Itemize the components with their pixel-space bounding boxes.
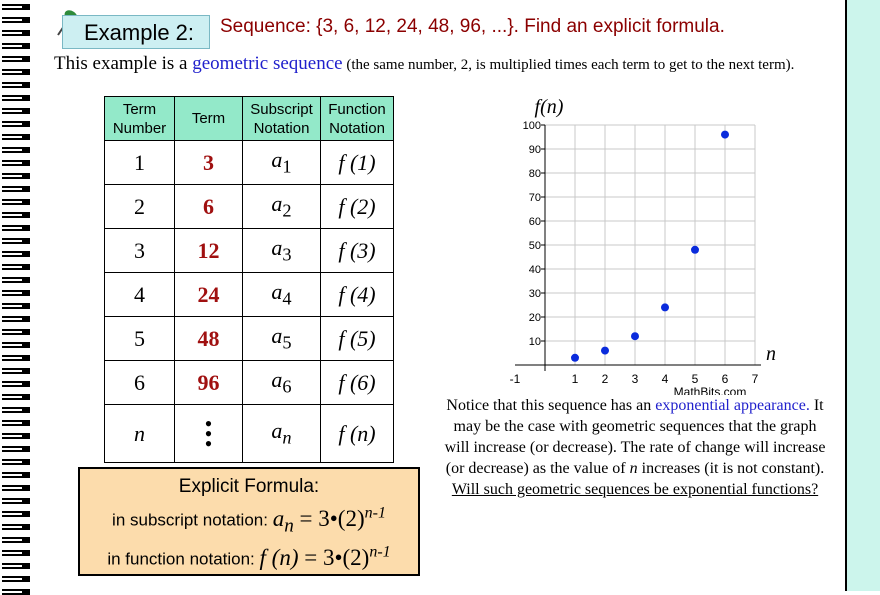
y-tick-label: 40	[528, 264, 541, 276]
cell-function	[321, 361, 394, 405]
binding-ring	[2, 329, 30, 335]
x-axis-label: n	[766, 343, 776, 365]
binding-ring	[2, 225, 30, 231]
intro-suffix: (the same number, 2, is multiplied times each term to get to the next term).	[342, 57, 795, 73]
cell-term-number: 2	[105, 185, 175, 229]
binding-ring	[2, 4, 30, 10]
explanation-caption	[440, 395, 830, 500]
cell-subscript-index: 1	[282, 156, 292, 177]
table-row	[105, 405, 394, 463]
data-point	[631, 332, 639, 340]
caption-part-2: It may be the case with geometric sequences that the graph will increase (or decrease). The rate of change will increase (or decrease) as the value of	[444, 397, 826, 477]
y-tick-label: 70	[528, 192, 541, 204]
example-label: Example 2:	[62, 15, 210, 49]
binding-ring	[2, 147, 30, 153]
binding-ring	[2, 446, 30, 452]
formula-exponent-2: n-1	[369, 543, 391, 561]
caption-part-3: increases (it is not constant).	[637, 460, 825, 477]
table-row	[105, 317, 394, 361]
y-tick-label: 30	[528, 288, 541, 300]
binding-ring	[2, 381, 30, 387]
binding-ring	[2, 472, 30, 478]
header-term-number: Term Number	[105, 97, 175, 141]
formula-function-lhs: f (n)	[259, 544, 299, 570]
cell-subscript	[243, 229, 321, 273]
y-tick-label: 10	[528, 336, 541, 348]
y-tick-label: 20	[528, 312, 541, 324]
cell-subscript	[243, 361, 321, 405]
binding-ring	[2, 589, 30, 595]
cell-term: 96	[175, 361, 243, 405]
cell-term: 12	[175, 229, 243, 273]
cell-term-number: 4	[105, 273, 175, 317]
cell-subscript-base: a	[271, 147, 283, 173]
formula-subscript-line	[80, 504, 418, 537]
cell-term: 48	[175, 317, 243, 361]
binding-ring	[2, 485, 30, 491]
y-axis-label: f(n)	[534, 96, 564, 118]
binding-ring	[2, 251, 30, 257]
table-row	[105, 141, 394, 185]
cell-function-value: f (2)	[338, 193, 376, 219]
data-point	[601, 347, 609, 355]
cell-term-number: n	[105, 405, 175, 463]
x-tick-label: 7	[751, 372, 759, 386]
x-tick-label: 3	[631, 372, 639, 386]
cell-term-number: 1	[105, 141, 175, 185]
cell-subscript-base: a	[271, 279, 283, 305]
page-right-border	[845, 0, 880, 591]
intro-text	[54, 53, 794, 75]
cell-function-value: f (4)	[338, 281, 376, 307]
data-point	[721, 131, 729, 139]
binding-ring	[2, 459, 30, 465]
binding-ring	[2, 563, 30, 569]
sequence-table	[104, 96, 394, 463]
intro-highlight: geometric sequence	[192, 53, 343, 74]
x-tick-label: 1	[571, 372, 579, 386]
binding-ring	[2, 56, 30, 62]
binding-ring	[2, 69, 30, 75]
cell-term: • • •	[175, 405, 243, 463]
formula-title: Explicit Formula:	[178, 476, 320, 497]
data-point	[571, 354, 579, 362]
binding-ring	[2, 186, 30, 192]
x-tick-label: 2	[601, 372, 609, 386]
cell-subscript	[243, 317, 321, 361]
binding-ring	[2, 511, 30, 517]
cell-subscript-index: 2	[282, 200, 292, 221]
cell-subscript	[243, 185, 321, 229]
formula-subscript-expr	[272, 504, 386, 537]
header-term: Term	[175, 97, 243, 141]
formula-function-label: in function notation:	[107, 549, 260, 569]
binding-ring	[2, 173, 30, 179]
cell-subscript	[243, 141, 321, 185]
binding-ring	[2, 121, 30, 127]
formula-subscript-base: a	[272, 505, 285, 531]
cell-function	[321, 229, 394, 273]
table-row	[105, 361, 394, 405]
binding-ring	[2, 433, 30, 439]
cell-term-number: 5	[105, 317, 175, 361]
x-tick-label: -1	[509, 372, 521, 386]
formula-exponent: n-1	[364, 504, 386, 521]
formula-rhs: = 3•(2)	[293, 505, 365, 531]
binding-ring	[2, 537, 30, 543]
formula-rhs-2: = 3•(2)	[298, 544, 370, 570]
binding-ring	[2, 30, 30, 36]
binding-ring	[2, 277, 30, 283]
cell-function	[321, 273, 394, 317]
cell-function-value: f (1)	[338, 149, 376, 175]
binding-ring	[2, 264, 30, 270]
table-row	[105, 273, 394, 317]
binding-ring	[2, 316, 30, 322]
cell-term: 24	[175, 273, 243, 317]
binding-ring	[2, 43, 30, 49]
binding-ring	[2, 95, 30, 101]
table-row	[105, 185, 394, 229]
caption-variable: n	[629, 460, 638, 477]
cell-term-number: 6	[105, 361, 175, 405]
caption-part-1: Notice that this sequence has an	[446, 397, 656, 414]
binding-ring	[2, 134, 30, 140]
cell-term: 3	[175, 141, 243, 185]
y-tick-label: 80	[528, 168, 541, 180]
y-tick-label: 100	[522, 120, 541, 132]
table-row	[105, 229, 394, 273]
data-point	[661, 303, 669, 311]
cell-subscript-base: a	[271, 418, 283, 444]
binding-ring	[2, 303, 30, 309]
y-tick-label: 90	[528, 144, 541, 156]
cell-function	[321, 141, 394, 185]
binding-ring	[2, 82, 30, 88]
binding-ring	[2, 342, 30, 348]
formula-function-expr	[260, 545, 391, 570]
binding-ring	[2, 550, 30, 556]
header-subscript: Subscript Notation	[243, 97, 321, 141]
binding-ring	[2, 498, 30, 504]
formula-subscript-index: n	[284, 515, 294, 537]
formula-subscript-label: in subscript notation:	[112, 510, 273, 530]
cell-term-number: 3	[105, 229, 175, 273]
cell-subscript	[243, 273, 321, 317]
data-point	[691, 246, 699, 254]
sequence-chart	[495, 95, 815, 395]
intro-prefix: This example is a	[54, 53, 193, 74]
headline: Sequence: {3, 6, 12, 24, 48, 96, ...}. Find an explicit formula.	[220, 16, 725, 37]
cell-function-value: f (5)	[338, 325, 376, 351]
binding-ring	[2, 290, 30, 296]
binding-ring	[2, 407, 30, 413]
cell-subscript-base: a	[271, 367, 283, 393]
y-tick-label: 50	[528, 240, 541, 252]
table-header-row	[105, 97, 394, 141]
cell-function	[321, 185, 394, 229]
cell-subscript-index: 3	[282, 244, 292, 265]
cell-subscript-index: 4	[282, 288, 292, 309]
cell-subscript-base: a	[271, 323, 283, 349]
caption-question: Will such geometric sequences be exponential functions?	[451, 481, 819, 498]
cell-function-value: f (6)	[338, 369, 376, 395]
y-tick-label: 60	[528, 216, 541, 228]
cell-function-value: f (n)	[338, 420, 376, 446]
cell-subscript-index: 6	[282, 376, 292, 397]
cell-subscript-base: a	[271, 191, 283, 217]
caption-highlight: exponential appearance.	[655, 397, 810, 414]
cell-term: 6	[175, 185, 243, 229]
x-tick-label: 4	[661, 372, 669, 386]
x-tick-label: 5	[691, 372, 699, 386]
cell-subscript-base: a	[271, 235, 283, 261]
binding-ring	[2, 576, 30, 582]
binding-ring	[2, 238, 30, 244]
binding-ring	[2, 108, 30, 114]
binding-ring	[2, 420, 30, 426]
binding-ring	[2, 524, 30, 530]
binding-ring	[2, 17, 30, 23]
binding-ring	[2, 355, 30, 361]
cell-function-value: f (3)	[338, 237, 376, 263]
cell-function	[321, 405, 394, 463]
formula-function-line	[80, 543, 418, 571]
watermark: MathBits.com	[673, 385, 747, 395]
cell-subscript-index: 5	[282, 332, 292, 353]
cell-subscript-index: n	[282, 427, 292, 448]
binding-ring	[2, 394, 30, 400]
explicit-formula-box	[78, 467, 420, 576]
binding-ring	[2, 160, 30, 166]
x-tick-label: 6	[721, 372, 729, 386]
cell-function	[321, 317, 394, 361]
binding-ring	[2, 368, 30, 374]
binding-ring	[2, 212, 30, 218]
binding-ring	[2, 199, 30, 205]
cell-subscript	[243, 405, 321, 463]
header-function: Function Notation	[321, 97, 394, 141]
notebook-binding	[0, 0, 34, 591]
